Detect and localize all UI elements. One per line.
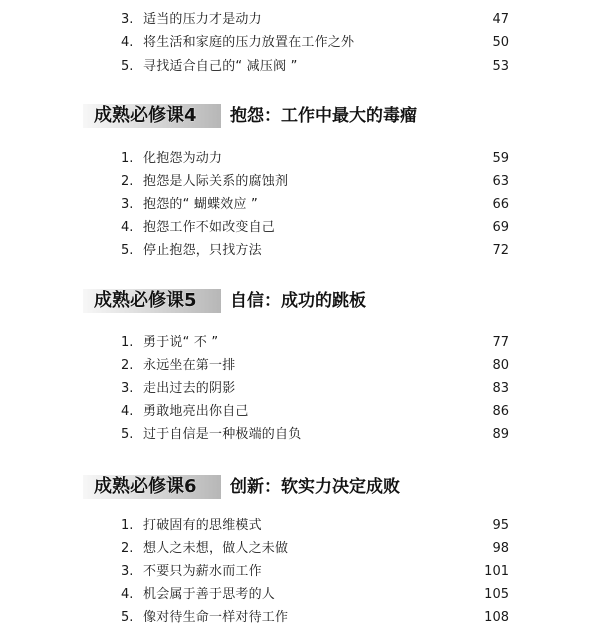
entry-page: 50 [492, 35, 509, 50]
entry-number: 3. [121, 381, 134, 396]
entry-page: 53 [492, 59, 509, 74]
entry-page: 86 [492, 404, 509, 419]
entry-title: 化抱怨为动力 [143, 151, 223, 166]
entry-title: 机会属于善于思考的人 [143, 587, 276, 602]
chapter-title: 自信：成功的跳板 [230, 291, 366, 311]
toc-entry[interactable] [0, 194, 600, 216]
entry-title: 勇于说“ 不 ” [143, 335, 219, 350]
entry-page: 66 [492, 197, 509, 212]
entry-number: 4. [121, 404, 134, 419]
entry-number: 1. [121, 518, 134, 533]
entry-title: 抱怨的“ 蝴蝶效应 ” [143, 197, 258, 212]
entry-number: 2. [121, 541, 134, 556]
chapter-number: 成熟必修课6 [94, 476, 197, 497]
entry-number: 1. [121, 151, 134, 166]
entry-page: 47 [492, 12, 509, 27]
chapter-header[interactable] [0, 99, 600, 131]
entry-title: 想人之未想，做人之未做 [143, 541, 289, 556]
entry-number: 2. [121, 174, 134, 189]
entry-title: 将生活和家庭的压力放置在工作之外 [143, 35, 355, 50]
toc-entry[interactable] [0, 424, 600, 446]
chapter-header[interactable] [0, 470, 600, 502]
entry-title: 像对待生命一样对待工作 [143, 610, 289, 625]
entry-number: 5. [121, 610, 134, 625]
entry-number: 5. [121, 427, 134, 442]
entry-number: 5. [121, 243, 134, 258]
entry-title: 勇敢地亮出你自己 [143, 404, 249, 419]
entry-title: 不要只为薪水而工作 [143, 564, 262, 579]
toc-entry[interactable] [0, 56, 600, 78]
entry-number: 5. [121, 59, 134, 74]
entry-title: 适当的压力才是动力 [143, 12, 262, 27]
toc-entry[interactable] [0, 515, 600, 537]
entry-page: 80 [492, 358, 509, 373]
chapter-title: 创新：软实力决定成败 [230, 477, 400, 497]
entry-page: 98 [492, 541, 509, 556]
toc-entry[interactable] [0, 32, 600, 54]
entry-page: 59 [492, 151, 509, 166]
toc-entry[interactable] [0, 148, 600, 170]
entry-page: 89 [492, 427, 509, 442]
toc-entry[interactable] [0, 9, 600, 31]
entry-number: 4. [121, 35, 134, 50]
entry-number: 3. [121, 12, 134, 27]
toc-entry[interactable] [0, 538, 600, 560]
entry-page: 95 [492, 518, 509, 533]
entry-title: 过于自信是一种极端的自负 [143, 427, 302, 442]
entry-page: 101 [484, 564, 509, 579]
entry-number: 2. [121, 358, 134, 373]
toc-entry[interactable] [0, 561, 600, 583]
entry-page: 105 [484, 587, 509, 602]
entry-page: 77 [492, 335, 509, 350]
entry-number: 4. [121, 220, 134, 235]
entry-title: 抱怨工作不如改变自己 [143, 220, 276, 235]
entry-title: 永远坐在第一排 [143, 358, 236, 373]
entry-number: 3. [121, 564, 134, 579]
entry-number: 4. [121, 587, 134, 602]
toc-entry[interactable] [0, 378, 600, 400]
toc-entry[interactable] [0, 355, 600, 377]
toc-entry[interactable] [0, 240, 600, 262]
entry-page: 69 [492, 220, 509, 235]
chapter-number: 成熟必修课4 [94, 105, 197, 126]
toc-entry[interactable] [0, 401, 600, 423]
toc-entry[interactable] [0, 332, 600, 354]
toc-entry[interactable] [0, 584, 600, 606]
toc-entry[interactable] [0, 217, 600, 239]
entry-page: 108 [484, 610, 509, 625]
toc-entry[interactable] [0, 607, 600, 629]
entry-title: 抱怨是人际关系的腐蚀剂 [143, 174, 289, 189]
chapter-header[interactable] [0, 284, 600, 316]
entry-title: 停止抱怨，只找方法 [143, 243, 262, 258]
entry-number: 1. [121, 335, 134, 350]
entry-page: 83 [492, 381, 509, 396]
entry-title: 打破固有的思维模式 [143, 518, 262, 533]
entry-title: 走出过去的阴影 [143, 381, 236, 396]
entry-page: 72 [492, 243, 509, 258]
entry-page: 63 [492, 174, 509, 189]
entry-title: 寻找适合自己的“ 减压阀 ” [143, 59, 298, 74]
chapter-title: 抱怨：工作中最大的毒瘤 [230, 106, 417, 126]
entry-number: 3. [121, 197, 134, 212]
toc-entry[interactable] [0, 171, 600, 193]
chapter-number: 成熟必修课5 [94, 290, 197, 311]
